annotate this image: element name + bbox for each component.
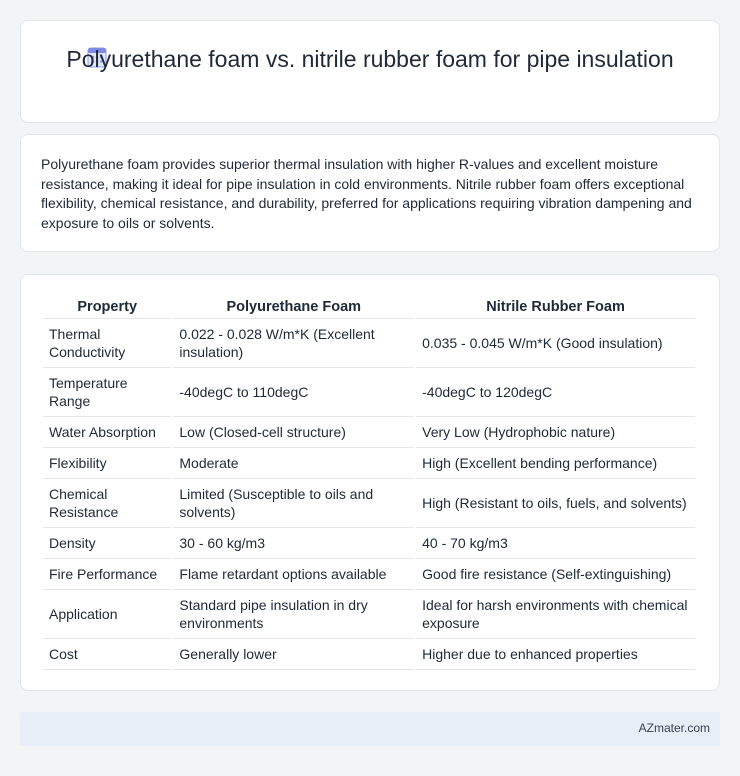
- nitrile-cell: Higher due to enhanced properties: [416, 639, 695, 670]
- nitrile-cell: Very Low (Hydrophobic nature): [416, 417, 695, 448]
- property-cell: Thermal Conductivity: [43, 319, 171, 368]
- table-row: [43, 319, 695, 368]
- table-row: [43, 479, 695, 528]
- nitrile-cell: High (Resistant to oils, fuels, and solvents): [416, 479, 695, 528]
- nitrile-cell: 0.035 - 0.045 W/m*K (Good insulation): [416, 319, 695, 368]
- polyurethane-cell: Generally lower: [173, 639, 414, 670]
- property-cell: Fire Performance: [43, 559, 171, 590]
- header-property: Property: [43, 295, 171, 319]
- polyurethane-cell: Low (Closed-cell structure): [173, 417, 414, 448]
- property-cell: Water Absorption: [43, 417, 171, 448]
- polyurethane-cell: -40degC to 110degC: [173, 368, 414, 417]
- nitrile-cell: Good fire resistance (Self-extinguishing): [416, 559, 695, 590]
- summary-card: [20, 134, 720, 252]
- polyurethane-cell: Moderate: [173, 448, 414, 479]
- property-cell: Application: [43, 590, 171, 639]
- polyurethane-cell: 0.022 - 0.028 W/m*K (Excellent insulation): [173, 319, 414, 368]
- property-cell: Cost: [43, 639, 171, 670]
- table-header-row: [43, 295, 695, 319]
- polyurethane-cell: Standard pipe insulation in dry environments: [173, 590, 414, 639]
- table-row: [43, 639, 695, 670]
- table-row: [43, 590, 695, 639]
- table-row: [43, 528, 695, 559]
- summary-text: Polyurethane foam provides superior thermal insulation with higher R-values and excellent moisture resistance, making it ideal for pipe insulation in cold environments. Nitrile rubber foam offers exceptional flexibility, chemical resistance, and durability, preferred for applications requiring vibration dampening and exposure to oils or solvents.: [41, 156, 692, 231]
- property-cell: Chemical Resistance: [43, 479, 171, 528]
- nitrile-cell: Ideal for harsh environments with chemical exposure: [416, 590, 695, 639]
- header-polyurethane: Polyurethane Foam: [173, 295, 414, 319]
- nitrile-cell: High (Excellent bending performance): [416, 448, 695, 479]
- polyurethane-cell: 30 - 60 kg/m3: [173, 528, 414, 559]
- table-row: [43, 417, 695, 448]
- table-row: [43, 448, 695, 479]
- property-cell: Density: [43, 528, 171, 559]
- polyurethane-cell: Flame retardant options available: [173, 559, 414, 590]
- page-title: Polyurethane foam vs. nitrile rubber foam for pipe insulation: [66, 46, 674, 72]
- nitrile-cell: 40 - 70 kg/m3: [416, 528, 695, 559]
- comparison-card: [20, 274, 720, 691]
- comparison-table: [41, 295, 697, 670]
- nitrile-cell: -40degC to 120degC: [416, 368, 695, 417]
- footer: [20, 712, 720, 746]
- polyurethane-cell: Limited (Susceptible to oils and solvents): [173, 479, 414, 528]
- table-row: [43, 368, 695, 417]
- title-card: [20, 20, 720, 123]
- footer-brand: AZmater.com: [638, 721, 710, 735]
- header-nitrile: Nitrile Rubber Foam: [416, 295, 695, 319]
- table-row: [43, 559, 695, 590]
- property-cell: Temperature Range: [43, 368, 171, 417]
- property-cell: Flexibility: [43, 448, 171, 479]
